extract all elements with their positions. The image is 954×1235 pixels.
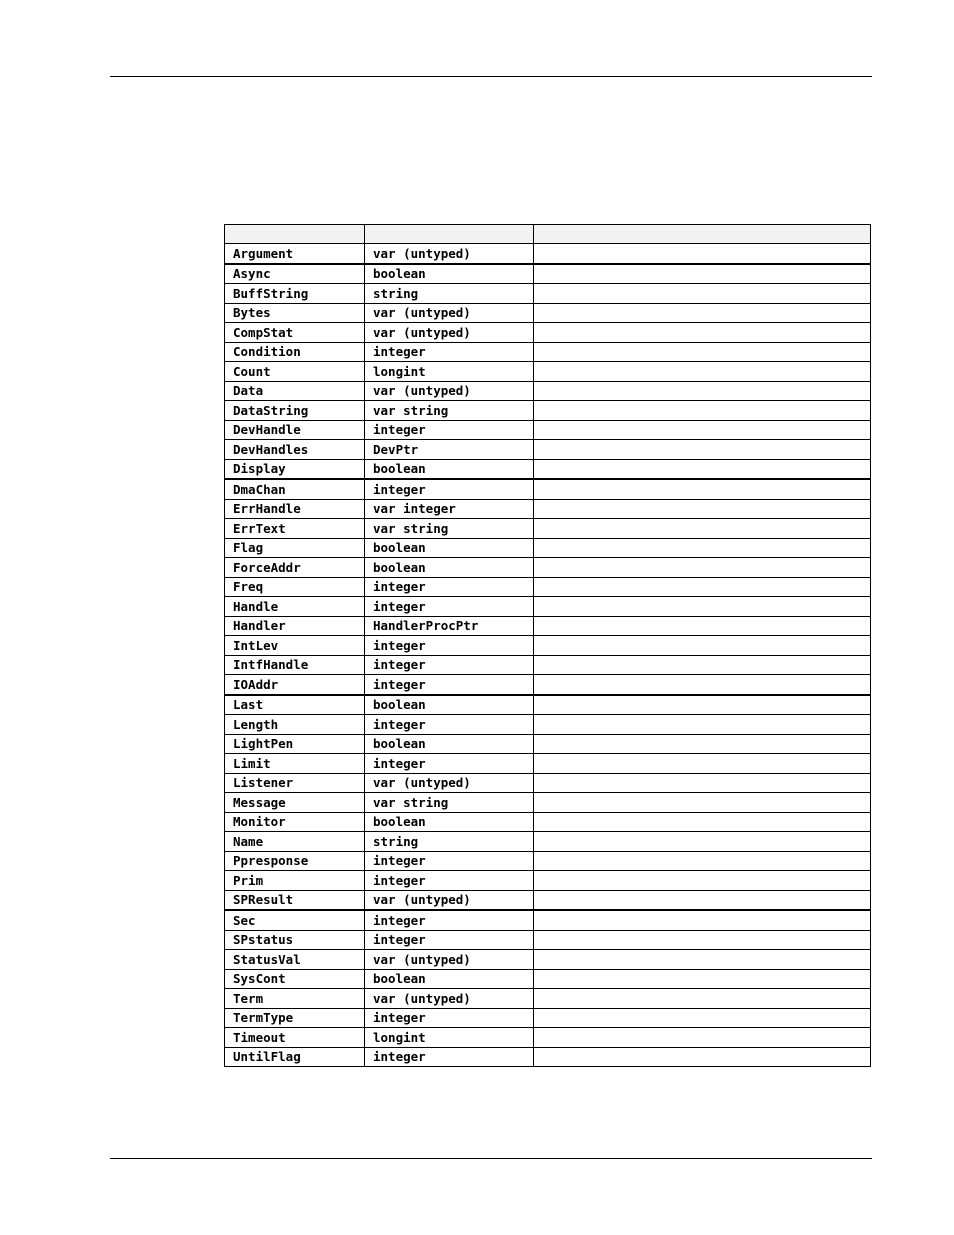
header-type: [365, 225, 534, 244]
parameter-type-cell: integer: [365, 342, 534, 362]
parameter-name-cell: IntLev: [225, 636, 365, 656]
parameter-type-cell: integer: [365, 675, 534, 695]
table-row: [225, 264, 871, 284]
parameter-name-cell: Count: [225, 362, 365, 382]
table-row: [225, 655, 871, 675]
parameter-description-cell: [534, 362, 871, 382]
parameter-type-cell: integer: [365, 754, 534, 774]
table-row: [225, 989, 871, 1009]
parameter-description-cell: [534, 323, 871, 343]
table-row: [225, 244, 871, 264]
parameter-description-cell: [534, 890, 871, 910]
parameter-type-cell: var string: [365, 793, 534, 813]
header-rule: [110, 76, 872, 77]
table-row: [225, 342, 871, 362]
parameter-name-cell: IOAddr: [225, 675, 365, 695]
parameter-type-cell: var integer: [365, 499, 534, 519]
parameter-type-cell: boolean: [365, 459, 534, 479]
parameter-name-cell: Ppresponse: [225, 851, 365, 871]
parameter-name-cell: Condition: [225, 342, 365, 362]
parameter-description-cell: [534, 284, 871, 304]
parameter-type-cell: boolean: [365, 264, 534, 284]
parameter-type-cell: var (untyped): [365, 303, 534, 323]
table-row: [225, 577, 871, 597]
table-row: [225, 715, 871, 735]
parameter-type-cell: integer: [365, 851, 534, 871]
parameter-name-cell: ErrText: [225, 519, 365, 539]
table-row: [225, 812, 871, 832]
footer-rule: [110, 1158, 872, 1159]
parameter-name-cell: Listener: [225, 773, 365, 793]
parameter-name-cell: DevHandle: [225, 420, 365, 440]
table-row: [225, 597, 871, 617]
table-row: [225, 303, 871, 323]
parameter-name-cell: DmaChan: [225, 479, 365, 499]
parameter-name-cell: StatusVal: [225, 950, 365, 970]
table-row: [225, 695, 871, 715]
parameter-name-cell: ForceAddr: [225, 558, 365, 578]
header-description: [534, 225, 871, 244]
table-row: [225, 459, 871, 479]
parameter-type-cell: var (untyped): [365, 381, 534, 401]
parameter-name-cell: SPResult: [225, 890, 365, 910]
parameter-description-cell: [534, 812, 871, 832]
parameter-type-cell: var (untyped): [365, 950, 534, 970]
table-row: [225, 930, 871, 950]
parameter-description-cell: [534, 440, 871, 460]
parameter-name-cell: TermType: [225, 1008, 365, 1028]
parameter-description-cell: [534, 264, 871, 284]
parameter-name-cell: Data: [225, 381, 365, 401]
parameter-description-cell: [534, 1047, 871, 1067]
parameter-type-cell: var (untyped): [365, 244, 534, 264]
parameter-name-cell: SysCont: [225, 969, 365, 989]
parameter-description-cell: [534, 989, 871, 1009]
parameter-type-cell: var string: [365, 519, 534, 539]
parameter-type-cell: boolean: [365, 969, 534, 989]
parameter-name-cell: CompStat: [225, 323, 365, 343]
parameter-description-cell: [534, 695, 871, 715]
parameter-description-cell: [534, 381, 871, 401]
table-row: [225, 440, 871, 460]
table-row: [225, 910, 871, 930]
parameter-description-cell: [534, 675, 871, 695]
parameter-name-cell: IntfHandle: [225, 655, 365, 675]
parameter-type-cell: longint: [365, 362, 534, 382]
table-row: [225, 616, 871, 636]
parameter-description-cell: [534, 715, 871, 735]
parameter-description-cell: [534, 754, 871, 774]
parameter-name-cell: Argument: [225, 244, 365, 264]
parameter-type-cell: integer: [365, 420, 534, 440]
parameter-description-cell: [534, 597, 871, 617]
parameter-description-cell: [534, 459, 871, 479]
parameter-description-cell: [534, 538, 871, 558]
table-row: [225, 284, 871, 304]
table-row: [225, 362, 871, 382]
parameter-description-cell: [534, 793, 871, 813]
parameter-description-cell: [534, 851, 871, 871]
parameter-type-cell: var (untyped): [365, 773, 534, 793]
parameter-name-cell: Timeout: [225, 1028, 365, 1048]
table-row: [225, 420, 871, 440]
parameter-name-cell: Message: [225, 793, 365, 813]
table-row: [225, 950, 871, 970]
parameter-type-cell: string: [365, 284, 534, 304]
parameter-description-cell: [534, 401, 871, 421]
table-row: [225, 851, 871, 871]
parameter-description-cell: [534, 577, 871, 597]
parameter-name-cell: Bytes: [225, 303, 365, 323]
parameter-name-cell: Length: [225, 715, 365, 735]
parameter-type-cell: integer: [365, 1008, 534, 1028]
parameter-name-cell: Limit: [225, 754, 365, 774]
table-row: [225, 499, 871, 519]
table-row: [225, 401, 871, 421]
parameter-description-cell: [534, 303, 871, 323]
parameter-name-cell: DevHandles: [225, 440, 365, 460]
parameter-type-cell: HandlerProcPtr: [365, 616, 534, 636]
parameter-description-cell: [534, 969, 871, 989]
table-row: [225, 754, 871, 774]
parameter-description-cell: [534, 734, 871, 754]
parameter-description-cell: [534, 499, 871, 519]
parameter-type-cell: boolean: [365, 538, 534, 558]
parameter-name-cell: UntilFlag: [225, 1047, 365, 1067]
table-row: [225, 734, 871, 754]
parameter-description-cell: [534, 871, 871, 891]
parameter-description-cell: [534, 616, 871, 636]
parameter-description-cell: [534, 420, 871, 440]
parameter-description-cell: [534, 1028, 871, 1048]
table-row: [225, 969, 871, 989]
parameter-description-cell: [534, 910, 871, 930]
table-header-row: [225, 225, 871, 244]
parameter-type-cell: var (untyped): [365, 890, 534, 910]
parameter-type-cell: DevPtr: [365, 440, 534, 460]
table-row: [225, 773, 871, 793]
parameter-name-cell: Freq: [225, 577, 365, 597]
parameter-name-cell: Sec: [225, 910, 365, 930]
parameter-type-table: [224, 224, 871, 1067]
parameter-type-cell: integer: [365, 577, 534, 597]
parameter-description-cell: [534, 1008, 871, 1028]
table-row: [225, 381, 871, 401]
parameter-type-cell: integer: [365, 910, 534, 930]
parameter-name-cell: ErrHandle: [225, 499, 365, 519]
parameter-type-cell: integer: [365, 597, 534, 617]
parameter-type-cell: integer: [365, 1047, 534, 1067]
parameter-type-cell: boolean: [365, 558, 534, 578]
table-row: [225, 538, 871, 558]
parameter-type-cell: boolean: [365, 695, 534, 715]
parameter-name-cell: Handler: [225, 616, 365, 636]
parameter-description-cell: [534, 519, 871, 539]
parameter-description-cell: [534, 244, 871, 264]
parameter-name-cell: Name: [225, 832, 365, 852]
parameter-name-cell: Last: [225, 695, 365, 715]
parameter-description-cell: [534, 636, 871, 656]
table-body: [225, 244, 871, 1067]
parameter-name-cell: SPstatus: [225, 930, 365, 950]
table-row: [225, 871, 871, 891]
parameter-type-cell: var string: [365, 401, 534, 421]
parameter-description-cell: [534, 342, 871, 362]
parameter-type-cell: var (untyped): [365, 323, 534, 343]
parameter-name-cell: Term: [225, 989, 365, 1009]
parameter-description-cell: [534, 930, 871, 950]
table-row: [225, 479, 871, 499]
table-row: [225, 1028, 871, 1048]
table-row: [225, 890, 871, 910]
header-parameter: [225, 225, 365, 244]
parameter-type-cell: boolean: [365, 734, 534, 754]
parameter-type-cell: integer: [365, 930, 534, 950]
parameter-type-cell: var (untyped): [365, 989, 534, 1009]
parameter-name-cell: LightPen: [225, 734, 365, 754]
parameter-name-cell: DataString: [225, 401, 365, 421]
parameter-type-cell: integer: [365, 479, 534, 499]
parameter-type-cell: longint: [365, 1028, 534, 1048]
parameter-description-cell: [534, 832, 871, 852]
parameter-type-cell: integer: [365, 655, 534, 675]
parameter-description-cell: [534, 773, 871, 793]
parameter-type-cell: boolean: [365, 812, 534, 832]
parameter-name-cell: Flag: [225, 538, 365, 558]
parameter-description-cell: [534, 950, 871, 970]
parameter-name-cell: Async: [225, 264, 365, 284]
parameter-description-cell: [534, 655, 871, 675]
parameter-name-cell: Handle: [225, 597, 365, 617]
parameter-description-cell: [534, 479, 871, 499]
table-row: [225, 793, 871, 813]
parameter-type-cell: integer: [365, 871, 534, 891]
parameter-type-cell: integer: [365, 715, 534, 735]
parameter-name-cell: Display: [225, 459, 365, 479]
table-row: [225, 323, 871, 343]
table-row: [225, 636, 871, 656]
parameter-type-cell: string: [365, 832, 534, 852]
table-row: [225, 1047, 871, 1067]
table-row: [225, 832, 871, 852]
parameter-name-cell: Monitor: [225, 812, 365, 832]
parameter-description-cell: [534, 558, 871, 578]
table-row: [225, 1008, 871, 1028]
table-row: [225, 558, 871, 578]
table-row: [225, 519, 871, 539]
table-row: [225, 675, 871, 695]
parameter-name-cell: Prim: [225, 871, 365, 891]
parameter-type-cell: integer: [365, 636, 534, 656]
parameter-name-cell: BuffString: [225, 284, 365, 304]
